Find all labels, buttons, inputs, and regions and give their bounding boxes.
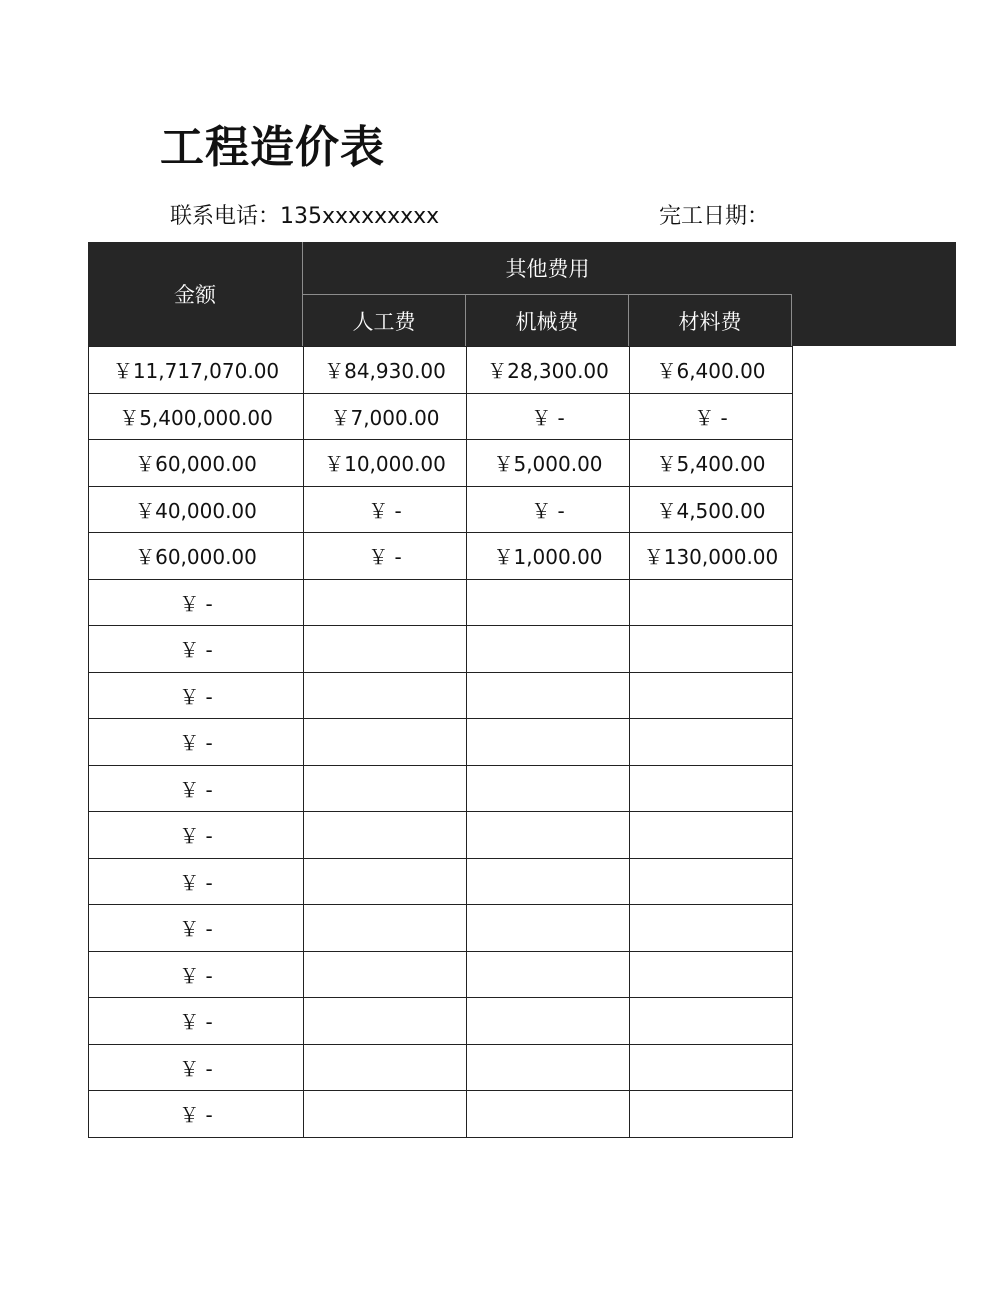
- table-row: [89, 1091, 793, 1138]
- table-row: [89, 951, 793, 998]
- cell-materials[interactable]: [630, 905, 793, 952]
- cell-machinery[interactable]: ￥28,300.00: [467, 347, 630, 394]
- cell-materials[interactable]: [630, 626, 793, 673]
- cell-machinery[interactable]: ￥ -: [467, 393, 630, 440]
- cell-amount[interactable]: ￥ -: [89, 812, 304, 859]
- cell-amount[interactable]: ￥5,400,000.00: [89, 393, 304, 440]
- cell-materials[interactable]: [630, 812, 793, 859]
- cell-labor[interactable]: [304, 812, 467, 859]
- header-materials: 材料费: [629, 295, 792, 346]
- cell-materials[interactable]: ￥ -: [630, 393, 793, 440]
- cell-amount[interactable]: ￥ -: [89, 765, 304, 812]
- cell-amount[interactable]: ￥ -: [89, 998, 304, 1045]
- cell-labor[interactable]: ￥ -: [304, 486, 467, 533]
- cost-table-body: [89, 347, 793, 1138]
- table-row: [89, 1044, 793, 1091]
- cell-machinery[interactable]: ￥5,000.00: [467, 440, 630, 487]
- cell-materials[interactable]: [630, 998, 793, 1045]
- cell-machinery[interactable]: ￥ -: [467, 486, 630, 533]
- header-amount: 金额: [88, 242, 303, 346]
- cell-machinery[interactable]: [467, 905, 630, 952]
- cell-labor[interactable]: ￥84,930.00: [304, 347, 467, 394]
- cell-labor[interactable]: [304, 858, 467, 905]
- cell-materials[interactable]: ￥130,000.00: [630, 533, 793, 580]
- table-row: [89, 579, 793, 626]
- cell-labor[interactable]: [304, 1091, 467, 1138]
- cell-materials[interactable]: [630, 1091, 793, 1138]
- table-row: [89, 486, 793, 533]
- cell-amount[interactable]: ￥ -: [89, 1091, 304, 1138]
- table-row: [89, 905, 793, 952]
- cell-machinery[interactable]: [467, 1044, 630, 1091]
- cell-machinery[interactable]: ￥1,000.00: [467, 533, 630, 580]
- cell-machinery[interactable]: [467, 951, 630, 998]
- cell-machinery[interactable]: [467, 719, 630, 766]
- cell-labor[interactable]: [304, 626, 467, 673]
- phone-value: 135xxxxxxxxx: [280, 204, 440, 229]
- phone-field: [170, 202, 467, 232]
- cell-machinery[interactable]: [467, 672, 630, 719]
- phone-label: 联系电话：: [170, 204, 281, 229]
- cell-materials[interactable]: [630, 672, 793, 719]
- cell-machinery[interactable]: [467, 765, 630, 812]
- cell-labor[interactable]: [304, 719, 467, 766]
- cell-amount[interactable]: ￥ -: [89, 672, 304, 719]
- cell-labor[interactable]: ￥7,000.00: [304, 393, 467, 440]
- cost-table: [88, 346, 793, 1138]
- cell-materials[interactable]: [630, 579, 793, 626]
- table-row: [89, 858, 793, 905]
- cell-labor[interactable]: ￥10,000.00: [304, 440, 467, 487]
- cell-materials[interactable]: [630, 858, 793, 905]
- cell-labor[interactable]: [304, 1044, 467, 1091]
- cell-labor[interactable]: [304, 905, 467, 952]
- cell-amount[interactable]: ￥ -: [89, 579, 304, 626]
- cell-amount[interactable]: ￥40,000.00: [89, 486, 304, 533]
- cell-labor[interactable]: [304, 579, 467, 626]
- table-row: [89, 998, 793, 1045]
- cell-amount[interactable]: ￥60,000.00: [89, 440, 304, 487]
- table-row: [89, 626, 793, 673]
- cell-amount[interactable]: ￥ -: [89, 951, 304, 998]
- cell-materials[interactable]: [630, 765, 793, 812]
- cell-labor[interactable]: [304, 998, 467, 1045]
- cell-amount[interactable]: ￥11,717,070.00: [89, 347, 304, 394]
- cell-machinery[interactable]: [467, 812, 630, 859]
- cell-amount[interactable]: ￥ -: [89, 1044, 304, 1091]
- table-row: [89, 533, 793, 580]
- table-row: [89, 765, 793, 812]
- cell-amount[interactable]: ￥ -: [89, 719, 304, 766]
- table-row: [89, 672, 793, 719]
- completion-date-field: [659, 202, 769, 232]
- header-labor: 人工费: [303, 295, 466, 346]
- cell-machinery[interactable]: [467, 1091, 630, 1138]
- header-machinery: 机械费: [466, 295, 629, 346]
- document-title: 工程造价表: [160, 122, 385, 173]
- table-row: [89, 812, 793, 859]
- cell-machinery[interactable]: [467, 579, 630, 626]
- cell-labor[interactable]: [304, 951, 467, 998]
- cell-amount[interactable]: ￥ -: [89, 905, 304, 952]
- cell-materials[interactable]: ￥4,500.00: [630, 486, 793, 533]
- cell-amount[interactable]: ￥ -: [89, 858, 304, 905]
- cell-amount[interactable]: ￥ -: [89, 626, 304, 673]
- cell-labor[interactable]: [304, 672, 467, 719]
- cell-materials[interactable]: [630, 951, 793, 998]
- table-row: [89, 719, 793, 766]
- table-row: [89, 393, 793, 440]
- cell-machinery[interactable]: [467, 858, 630, 905]
- cell-materials[interactable]: [630, 719, 793, 766]
- cell-materials[interactable]: ￥6,400.00: [630, 347, 793, 394]
- header-other-fees: 其他费用: [303, 242, 792, 295]
- cell-materials[interactable]: ￥5,400.00: [630, 440, 793, 487]
- cell-amount[interactable]: ￥60,000.00: [89, 533, 304, 580]
- cell-labor[interactable]: ￥ -: [304, 533, 467, 580]
- cell-machinery[interactable]: [467, 998, 630, 1045]
- cell-machinery[interactable]: [467, 626, 630, 673]
- table-row: [89, 440, 793, 487]
- cell-materials[interactable]: [630, 1044, 793, 1091]
- cell-labor[interactable]: [304, 765, 467, 812]
- completion-date-label: 完工日期：: [659, 204, 770, 229]
- table-row: [89, 347, 793, 394]
